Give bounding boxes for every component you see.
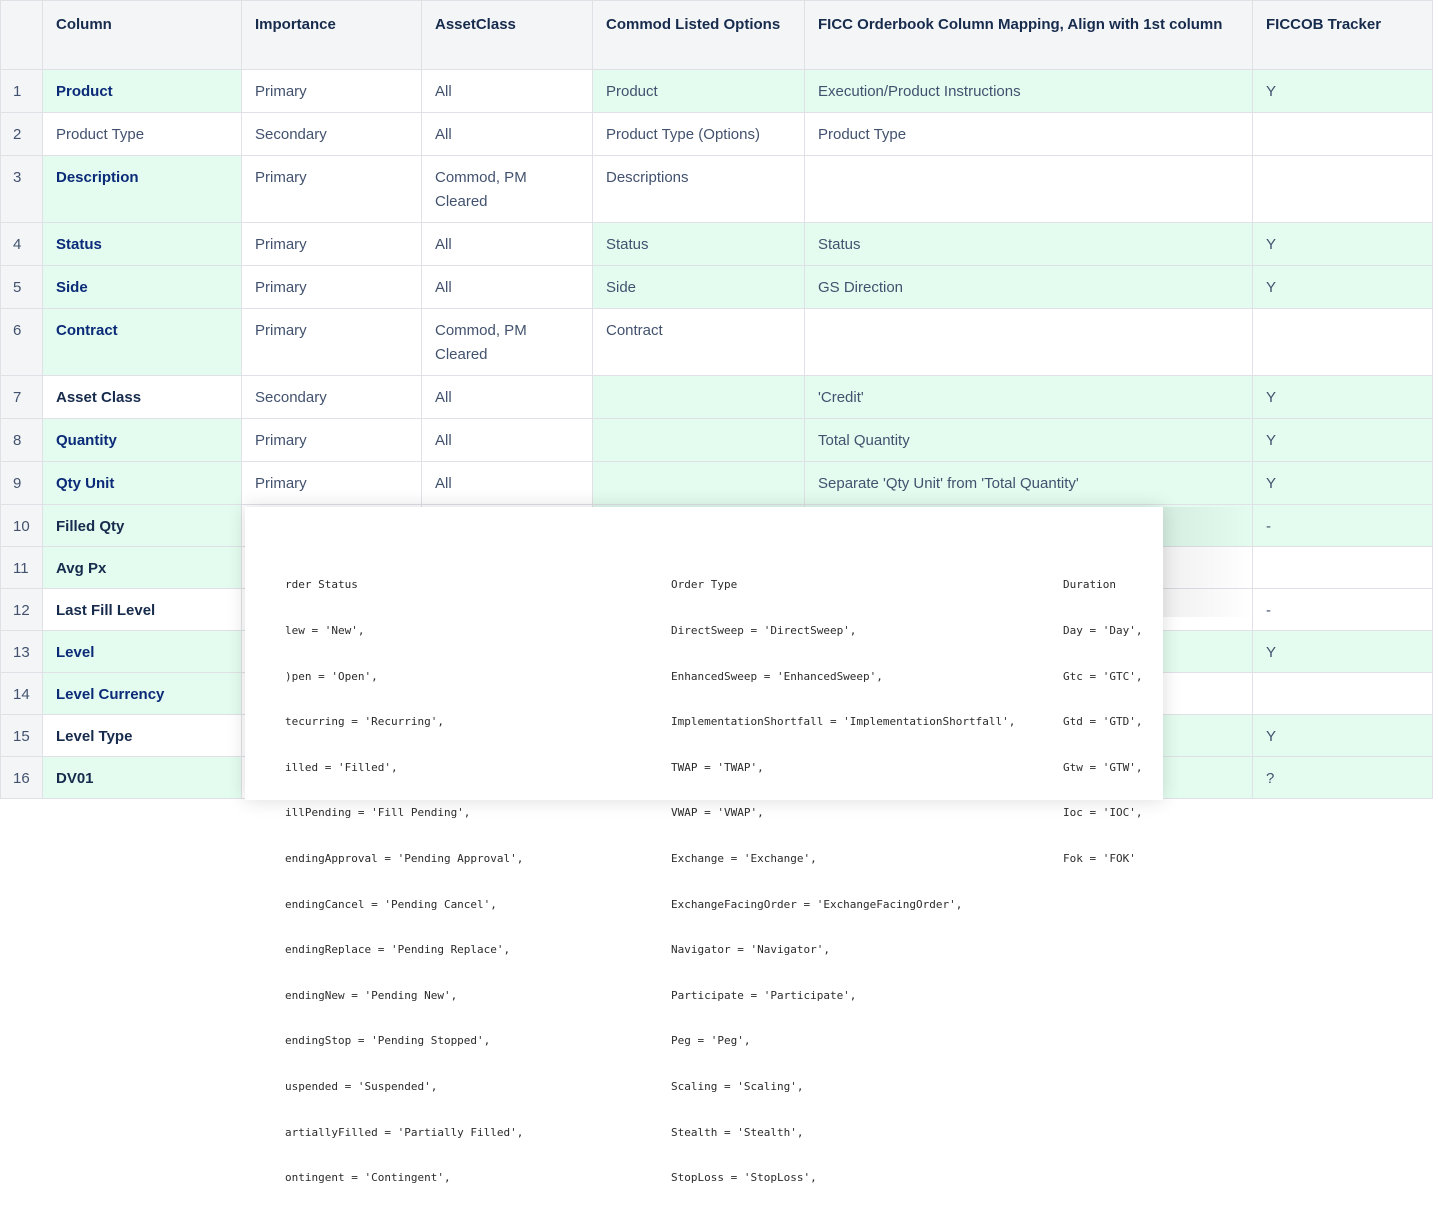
duration-line: Day = 'Day', [1063,624,1143,637]
cell-column: Description [43,156,242,223]
cell-column: Side [43,266,242,309]
row-number: 15 [1,715,43,757]
overlay-shadow [1163,507,1253,617]
header-tracker: FICCOB Tracker [1253,1,1433,70]
cell-tracker: Y [1253,715,1433,757]
cell-column: Asset Class [43,376,242,419]
duration-column [1063,547,1142,897]
cell-commod: Descriptions [593,156,805,223]
cell-commod [593,462,805,505]
table-row [1,266,1433,309]
cell-assetclass: All [422,70,593,113]
row-number: 8 [1,419,43,462]
order-type-line: Navigator = 'Navigator', [671,943,830,957]
duration-line: Gtc = 'GTC', [1063,669,1143,683]
cell-column: Level Type [43,715,242,757]
row-number: 16 [1,757,43,799]
cell-tracker: - [1253,589,1433,631]
order-status-line: illPending = 'Fill Pending', [285,806,471,820]
enum-reference-overlay [245,507,1163,1185]
table-row [1,462,1433,505]
cell-ficc: Execution/Product Instructions [805,70,1253,113]
row-number: 13 [1,631,43,673]
duration-line: Gtd = 'GTD', [1063,715,1143,729]
cell-tracker [1253,309,1433,376]
cell-assetclass: All [422,266,593,309]
cell-tracker: Y [1253,266,1433,309]
cell-commod: Product [593,70,805,113]
header-assetclass: AssetClass [422,1,593,70]
cell-commod: Status [593,223,805,266]
order-type-line: DirectSweep = 'DirectSweep', [671,624,857,637]
table-row [1,70,1433,113]
cell-tracker: - [1253,505,1433,547]
order-type-title: Order Type [671,578,738,592]
order-type-line: ExchangeFacingOrder = 'ExchangeFacingOrder', [671,897,963,911]
cell-tracker: Y [1253,631,1433,673]
cell-importance: Secondary [242,376,422,419]
row-number: 7 [1,376,43,419]
order-type-line: Peg = 'Peg', [671,1034,751,1048]
cell-column: Level [43,631,242,673]
order-status-line: lew = 'New', [285,624,365,637]
order-type-line: StopLoss = 'StopLoss', [671,1171,817,1185]
cell-assetclass: All [422,419,593,462]
cell-commod: Product Type (Options) [593,113,805,156]
duration-line: Ioc = 'IOC', [1063,806,1143,820]
table-row [1,156,1433,223]
cell-ficc: 'Credit' [805,376,1253,419]
row-number: 4 [1,223,43,266]
order-status-line: uspended = 'Suspended', [285,1079,438,1093]
order-status-line: ontingent = 'Contingent', [285,1171,451,1185]
cell-importance: Primary [242,223,422,266]
order-status-line: )pen = 'Open', [285,669,378,683]
order-status-title: rder Status [285,578,358,592]
cell-importance: Primary [242,266,422,309]
cell-column: Filled Qty [43,505,242,547]
cell-importance: Primary [242,419,422,462]
row-number: 5 [1,266,43,309]
cell-ficc: Separate 'Qty Unit' from 'Total Quantity' [805,462,1253,505]
cell-ficc [805,309,1253,376]
order-type-column [671,547,1015,1216]
order-status-column [285,547,523,1216]
cell-column: Quantity [43,419,242,462]
cell-ficc: Product Type [805,113,1253,156]
order-type-line: EnhancedSweep = 'EnhancedSweep', [671,669,883,683]
cell-importance: Primary [242,309,422,376]
cell-commod [593,376,805,419]
cell-ficc: GS Direction [805,266,1253,309]
row-number: 6 [1,309,43,376]
cell-column: Avg Px [43,547,242,589]
cell-commod [593,419,805,462]
cell-column: Contract [43,309,242,376]
duration-title: Duration [1063,578,1116,592]
cell-tracker [1253,113,1433,156]
cell-column: DV01 [43,757,242,799]
table-row [1,309,1433,376]
cell-column: Qty Unit [43,462,242,505]
cell-assetclass: All [422,376,593,419]
cell-importance: Primary [242,70,422,113]
order-status-line: endingReplace = 'Pending Replace', [285,943,511,957]
cell-column: Level Currency [43,673,242,715]
cell-assetclass: Commod, PM Cleared [422,156,593,223]
header-row [1,1,1433,70]
header-num [1,1,43,70]
cell-importance: Primary [242,462,422,505]
row-number: 14 [1,673,43,715]
order-type-line: Scaling = 'Scaling', [671,1079,804,1093]
row-number: 1 [1,70,43,113]
duration-line: Fok = 'FOK' [1063,851,1136,865]
table-row [1,113,1433,156]
table-row [1,223,1433,266]
order-type-line: VWAP = 'VWAP', [671,806,764,820]
order-type-line: Participate = 'Participate', [671,988,857,1002]
cell-importance: Primary [242,156,422,223]
cell-tracker: ? [1253,757,1433,799]
cell-importance: Secondary [242,113,422,156]
cell-assetclass: All [422,223,593,266]
cell-assetclass: All [422,462,593,505]
row-number: 10 [1,505,43,547]
row-number: 11 [1,547,43,589]
cell-commod: Side [593,266,805,309]
table-row [1,376,1433,419]
cell-tracker [1253,547,1433,589]
cell-tracker: Y [1253,462,1433,505]
order-status-line: illed = 'Filled', [285,760,398,774]
cell-ficc: Total Quantity [805,419,1253,462]
cell-tracker: Y [1253,376,1433,419]
order-status-line: endingStop = 'Pending Stopped', [285,1034,491,1048]
cell-column: Product Type [43,113,242,156]
cell-column: Status [43,223,242,266]
cell-ficc [805,156,1253,223]
order-type-line: TWAP = 'TWAP', [671,760,764,774]
order-type-line: ImplementationShortfall = 'ImplementationShortfall', [671,715,1016,729]
cell-ficc: Status [805,223,1253,266]
order-status-line: endingApproval = 'Pending Approval', [285,851,524,865]
order-status-line: tecurring = 'Recurring', [285,715,444,729]
order-type-line: Exchange = 'Exchange', [671,851,817,865]
cell-tracker: Y [1253,419,1433,462]
cell-tracker: Y [1253,223,1433,266]
cell-tracker [1253,673,1433,715]
order-status-line: artiallyFilled = 'Partially Filled', [285,1125,524,1139]
cell-assetclass: Commod, PM Cleared [422,309,593,376]
table-row [1,419,1433,462]
row-number: 9 [1,462,43,505]
cell-column: Last Fill Level [43,589,242,631]
row-number: 2 [1,113,43,156]
header-column: Column [43,1,242,70]
cell-column: Product [43,70,242,113]
order-status-line: endingCancel = 'Pending Cancel', [285,897,497,911]
cell-tracker [1253,156,1433,223]
header-commod: Commod Listed Options [593,1,805,70]
order-status-line: endingNew = 'Pending New', [285,988,458,1002]
cell-assetclass: All [422,113,593,156]
duration-line: Gtw = 'GTW', [1063,760,1143,774]
row-number: 12 [1,589,43,631]
order-type-line: Stealth = 'Stealth', [671,1125,804,1139]
cell-commod: Contract [593,309,805,376]
header-ficc: FICC Orderbook Column Mapping, Align with 1st column [805,1,1253,70]
row-number: 3 [1,156,43,223]
cell-tracker: Y [1253,70,1433,113]
header-importance: Importance [242,1,422,70]
